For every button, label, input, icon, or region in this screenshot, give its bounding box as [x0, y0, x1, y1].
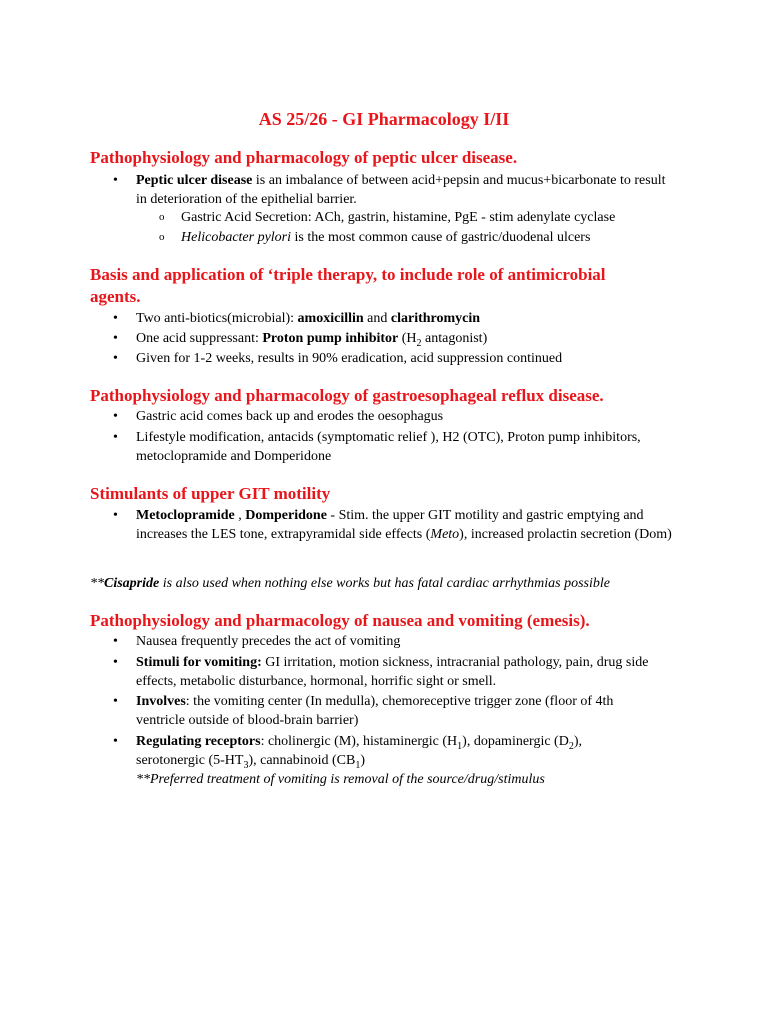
term: Helicobacter pylori — [181, 230, 292, 245]
bullet-nausea — [136, 632, 676, 651]
drug-name: Domperidone — [245, 508, 327, 523]
text: antagonist) — [421, 331, 488, 346]
text: - Stim. the upper GIT motility and gastric emptying and increases the LES tone, extrapyramidal side effects ( — [136, 508, 644, 542]
text: , — [234, 508, 246, 523]
bullet-duration — [136, 349, 676, 368]
text: ) — [360, 753, 366, 768]
term: Involves — [136, 694, 186, 709]
text: : the vomiting center (In medulla), chemoreceptive trigger zone (floor of 4th ventricle outside of blood-brain barrier) — [136, 694, 614, 728]
subscript: 1 — [355, 759, 361, 771]
text: (H — [398, 331, 417, 346]
text: Gastric Acid Secretion: ACh, gastrin, histamine, PgE - stim adenylate cyclase — [181, 210, 616, 225]
heading-nausea-vomiting: Pathophysiology and pharmacology of nausea and vomiting (emesis). — [90, 611, 590, 630]
heading-git-motility: Stimulants of upper GIT motility — [90, 484, 331, 503]
drug-name: clarithromycin — [390, 311, 481, 326]
vomiting-treatment-note: **Preferred treatment of vomiting is removal of the source/drug/stimulus — [136, 772, 545, 787]
text: : cholinergic (M), histaminergic (H — [260, 734, 458, 749]
cisapride-note — [90, 574, 610, 593]
bullet-gerd-acid — [136, 407, 676, 426]
subscript: 1 — [457, 740, 463, 752]
text: Lifestyle modification, antacids (symptomatic relief ), H2 (OTC), Proton pump inhibitors, metoclopramide and Domperidone — [136, 430, 641, 464]
text: Two anti-biotics(microbial): — [136, 311, 298, 326]
italic-text: Meto — [430, 527, 460, 542]
subscript: 3 — [243, 759, 249, 771]
term: Peptic ulcer disease — [136, 173, 253, 188]
text: Nausea frequently precedes the act of vomiting — [136, 634, 401, 649]
bullet-receptors — [136, 732, 646, 770]
text: is the most common cause of gastric/duodenal ulcers — [291, 230, 591, 245]
bullet-antibiotics — [136, 309, 676, 328]
text: Given for 1-2 weeks, results in 90% eradication, acid suppression continued — [136, 351, 563, 366]
term: Proton pump inhibitor — [262, 331, 399, 346]
bullet-involves — [136, 692, 656, 730]
text: ** — [90, 576, 104, 591]
text: Gastric acid comes back up and erodes the oesophagus — [136, 409, 444, 424]
text: and — [363, 311, 391, 326]
drug-name: Cisapride — [104, 576, 160, 591]
text: ), dopaminergic (D — [462, 734, 569, 749]
drug-name: Metoclopramide — [136, 508, 235, 523]
text: ), serotonergic (5-HT — [136, 734, 582, 768]
heading-triple-therapy: Basis and application of ‘triple therapy, to include role of antimicrobial agents. — [90, 265, 606, 306]
document-title: AS 25/26 - GI Pharmacology I/II — [258, 109, 510, 129]
subscript: 2 — [568, 740, 574, 752]
heading-peptic-ulcer: Pathophysiology and pharmacology of peptic ulcer disease. — [90, 148, 518, 167]
term: Regulating receptors — [136, 734, 261, 749]
bullet-motility-drugs — [136, 506, 676, 544]
subbullet-gastric-acid — [181, 208, 681, 227]
bullet-gerd-treatment — [136, 428, 656, 466]
drug-name: amoxicillin — [297, 311, 364, 326]
text: ), increased prolactin secretion (Dom) — [459, 527, 672, 542]
subscript: 2 — [416, 337, 422, 349]
term: Stimuli for vomiting: — [136, 655, 262, 670]
text: One acid suppressant: — [136, 331, 263, 346]
subbullet-h-pylori — [181, 228, 681, 247]
text: is an imbalance of between acid+pepsin and mucus+bicarbonate to result in deterioration of the epithelial barrier. — [136, 173, 666, 207]
bullet-acid-suppressant — [136, 329, 676, 348]
bullet-peptic-ulcer-definition — [136, 171, 676, 209]
text: is also used when nothing else works but has fatal cardiac arrhythmias possible — [159, 576, 610, 591]
text: ), cannabinoid (CB — [248, 753, 356, 768]
bullet-stimuli — [136, 653, 666, 691]
heading-gerd: Pathophysiology and pharmacology of gastroesophageal reflux disease. — [90, 386, 604, 405]
text: GI irritation, motion sickness, intracranial pathology, pain, drug side effects, metabolic disturbance, hormonal, horrific sight or smell. — [136, 655, 649, 689]
